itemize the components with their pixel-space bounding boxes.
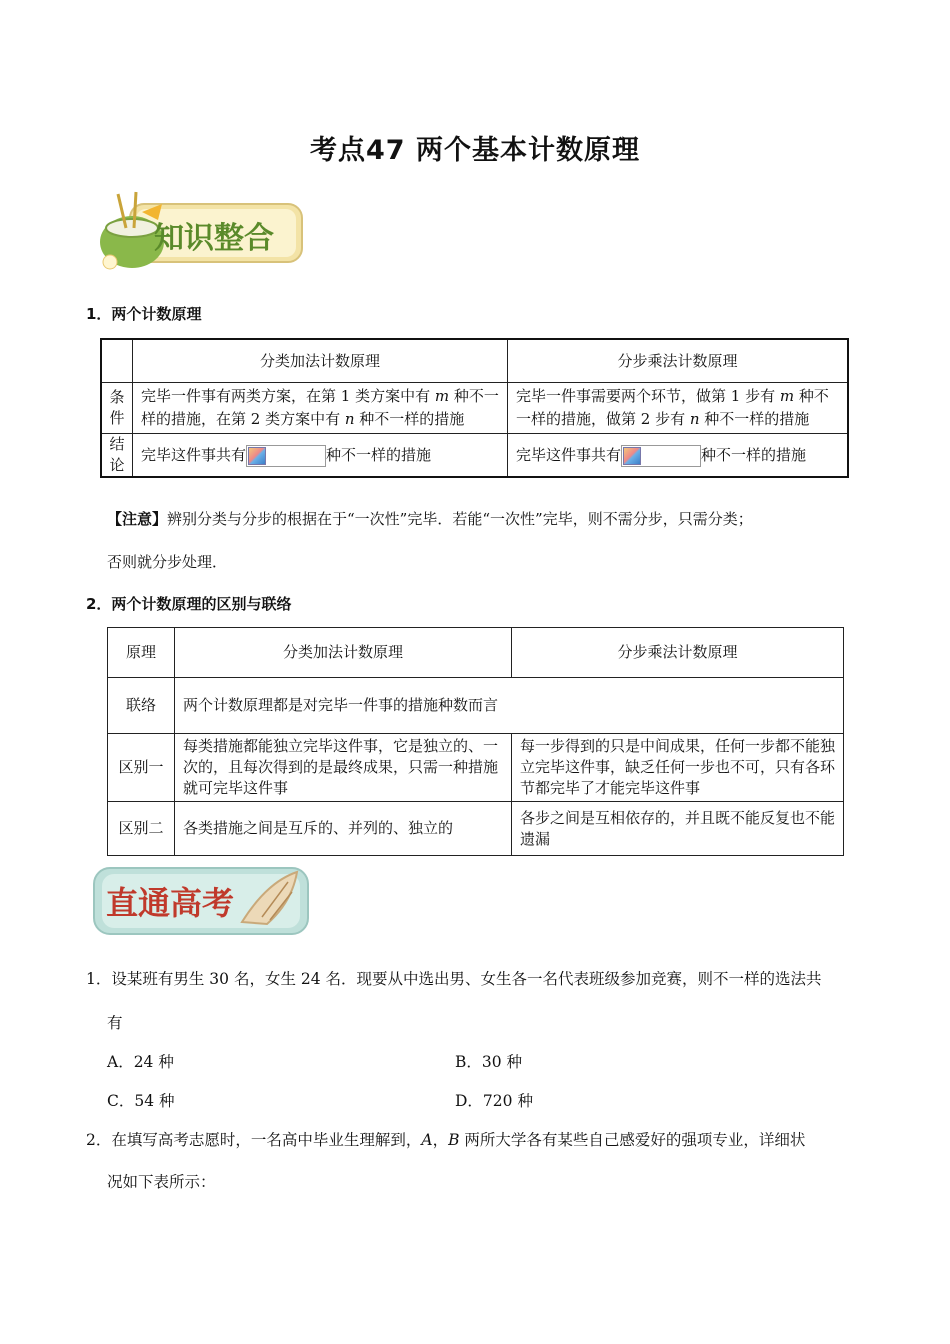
broken-image-icon bbox=[246, 445, 326, 467]
q1-line1: 1．设某班有男生 30 名，女生 24 名．现要从中选出男、女生各一名代表班级参加竞赛，则不一样的选法共 bbox=[86, 970, 822, 988]
t2-diff2-addition: 各类措施之间是互斥的、并列的、独立的 bbox=[175, 802, 512, 856]
t2-diff2-multiplication: 各步之间是互相依存的，并且既不能反复也不能遗漏 bbox=[512, 802, 844, 856]
principles-difference-table bbox=[107, 627, 844, 856]
q2-line2: 况如下表所示： bbox=[107, 1173, 216, 1191]
q1-line2: 有 bbox=[107, 1014, 123, 1032]
t2-diff1-multiplication: 每一步得到的只是中间成果，任何一步都不能独立完毕这件事，缺乏任何一步也不可，只有各环节都完毕了才能完毕这件事 bbox=[512, 734, 844, 802]
t1-conclusion-addition: 完毕这件事共有 种不一样的措施 bbox=[133, 434, 508, 478]
t1-row-label-conclusion: 结论 bbox=[101, 434, 133, 478]
page-title: 考点47 两个基本计数原理 bbox=[310, 135, 640, 166]
t2-row-label-diff2: 区别二 bbox=[108, 802, 175, 856]
t2-header-multiplication: 分步乘法计数原理 bbox=[512, 628, 844, 678]
t2-header-addition: 分类加法计数原理 bbox=[175, 628, 512, 678]
t1-condition-addition: 完毕一件事有两类方案，在第 1 类方案中有 m 种不一样的措施，在第 2 类方案中有 n 种不一样的措施 bbox=[133, 383, 508, 434]
q1-option-b: B．30 种 bbox=[455, 1053, 523, 1071]
q1-option-c: C．54 种 bbox=[107, 1092, 175, 1110]
t1-conclusion-multiplication: 完毕这件事共有 种不一样的措施 bbox=[508, 434, 849, 478]
t2-row-label-connection: 联络 bbox=[108, 678, 175, 734]
banner1-label: 知识整合 bbox=[154, 221, 274, 256]
note-line1: 【注意】辨别分类与分步的根据在于“一次性”完毕．若能“一次性”完毕，则不需分步，只需分类； bbox=[107, 510, 753, 528]
t2-row-label-diff1: 区别一 bbox=[108, 734, 175, 802]
section2-heading: 2．两个计数原理的区别与联络 bbox=[86, 595, 292, 613]
t1-condition-multiplication: 完毕一件事需要两个环节，做第 1 步有 m 种不一样的措施，做第 2 步有 n 种不一样的措施 bbox=[508, 383, 849, 434]
banner-gaokao bbox=[92, 862, 314, 940]
t2-header-principle: 原理 bbox=[108, 628, 175, 678]
q2-line1: 2．在填写高考志愿时，一名高中毕业生理解到，A，B 两所大学各有某些自己感爱好的强项专业，详细状 bbox=[86, 1131, 806, 1149]
banner-knowledge-summary bbox=[92, 190, 307, 272]
section1-heading: 1．两个计数原理 bbox=[86, 305, 202, 323]
t2-diff1-addition: 每类措施都能独立完毕这件事，它是独立的、一次的，且每次得到的是最终成果，只需一种措施就可完毕这件事 bbox=[175, 734, 512, 802]
counting-principles-table bbox=[100, 338, 849, 478]
t2-connection-text: 两个计数原理都是对完毕一件事的措施种数而言 bbox=[175, 678, 844, 734]
t1-header-multiplication: 分步乘法计数原理 bbox=[508, 339, 849, 383]
note-line2: 否则就分步处理． bbox=[107, 553, 228, 571]
t1-header-addition: 分类加法计数原理 bbox=[133, 339, 508, 383]
q1-option-a: A．24 种 bbox=[107, 1053, 174, 1071]
t1-row-label-condition: 条件 bbox=[101, 383, 133, 434]
q1-option-d: D．720 种 bbox=[455, 1092, 533, 1110]
broken-image-icon bbox=[621, 445, 701, 467]
banner2-label: 直通高考 bbox=[106, 884, 235, 922]
